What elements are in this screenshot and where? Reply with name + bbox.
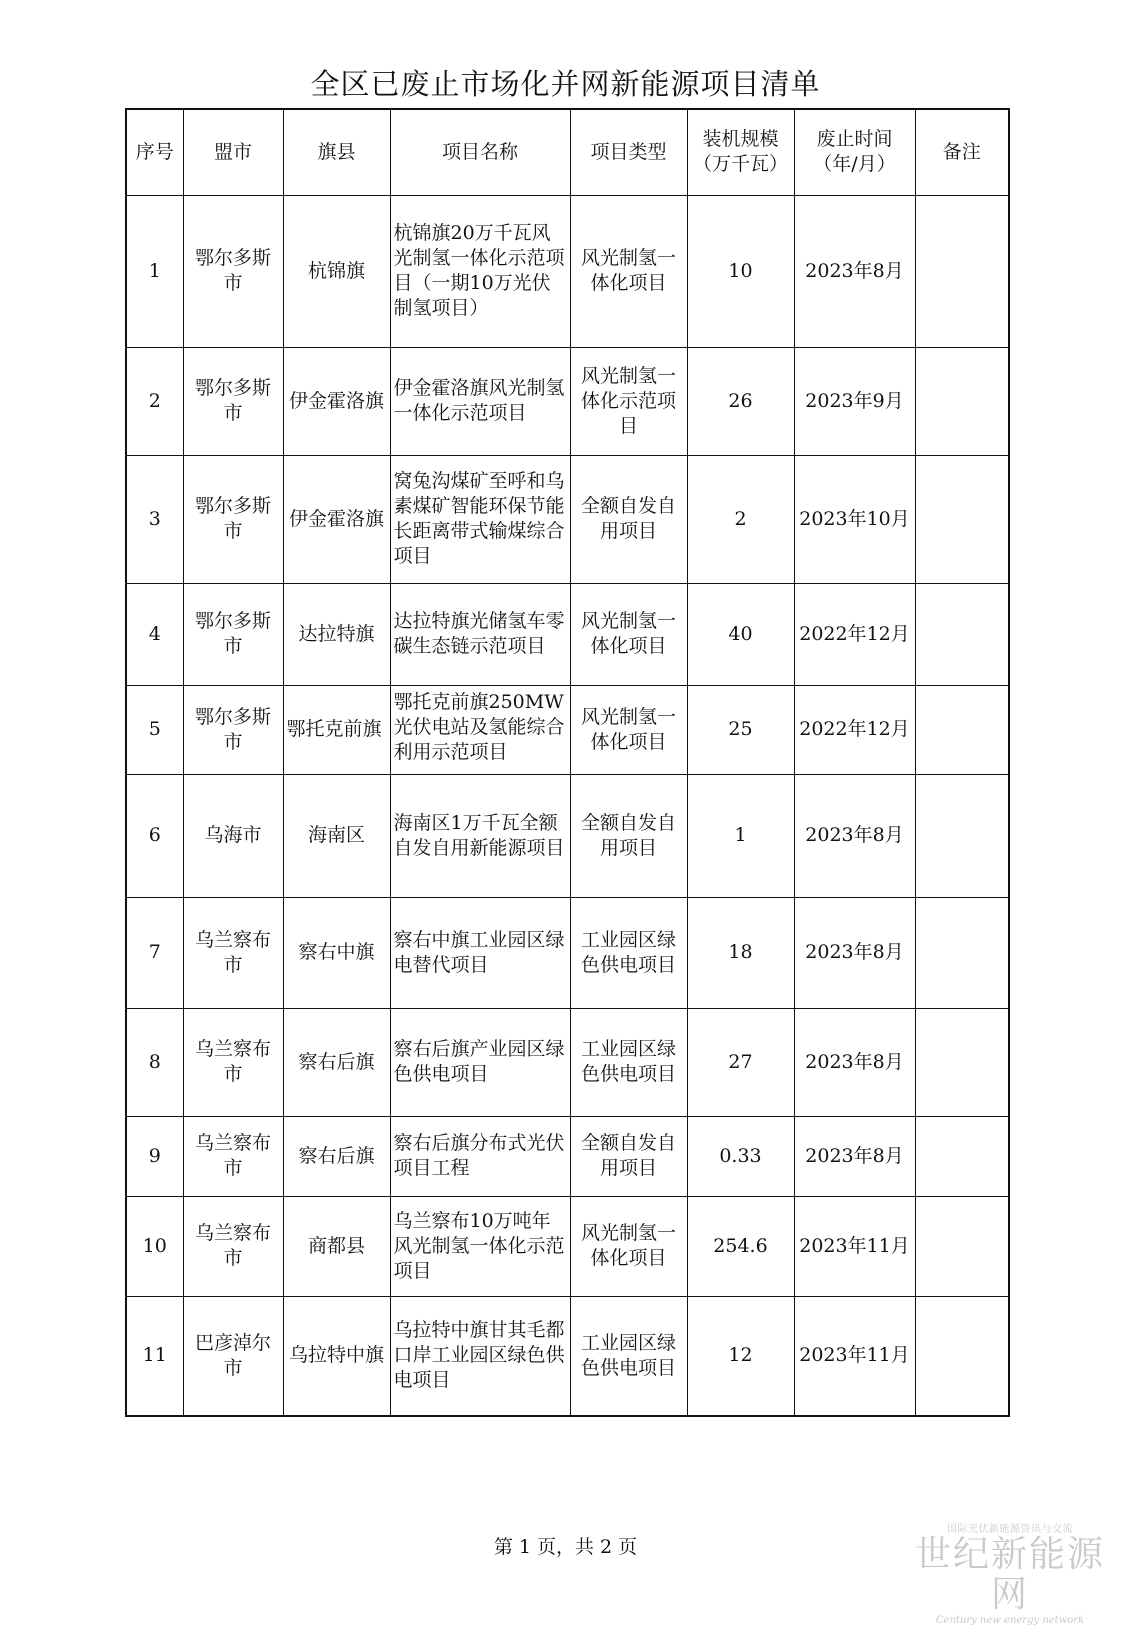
cell-city: 乌海市 [183,774,283,897]
cell-time: 2023年10月 [794,455,915,583]
cell-time: 2023年8月 [794,195,915,347]
cell-capacity: 25 [687,685,794,774]
watermark-subtitle: 国际光伏新能源资讯与交流 [947,1524,1073,1535]
table-header-row [126,109,1009,195]
table-row [126,897,1009,1008]
cell-city: 鄂尔多斯市 [183,685,283,774]
cell-name [390,685,570,774]
cell-capacity: 1 [687,774,794,897]
header-name: 项目名称 [390,109,570,195]
cell-time: 2023年8月 [794,1116,915,1196]
cell-capacity: 26 [687,347,794,455]
cell-capacity: 10 [687,195,794,347]
cell-note [915,347,1009,455]
document-title: 全区已废止市场化并网新能源项目清单 [310,67,821,101]
table-row [126,583,1009,685]
cell-note [915,1296,1009,1416]
cell-type: 风光制氢一体化项目 [570,195,687,347]
cell-name: 杭锦旗20万千瓦风光制氢一体化示范项目（一期10万光伏制氢项目） [390,195,570,347]
table-row [126,195,1009,347]
cell-county: 伊金霍洛旗 [283,455,390,583]
cell-time: 2023年8月 [794,774,915,897]
table-row [126,1116,1009,1196]
cell-no: 6 [126,774,183,897]
cell-no: 9 [126,1116,183,1196]
table-row [126,774,1009,897]
watermark [905,1520,1115,1626]
cell-county: 察右后旗 [283,1116,390,1196]
cell-capacity: 27 [687,1008,794,1116]
watermark-english: Century new energy network [935,1615,1085,1626]
cell-no: 5 [126,685,183,774]
cell-no: 7 [126,897,183,1008]
cell-city: 乌兰察布市 [183,1008,283,1116]
cell-county: 杭锦旗 [283,195,390,347]
cell-type: 风光制氢一体化项目 [570,685,687,774]
cell-note [915,583,1009,685]
cell-city: 鄂尔多斯市 [183,583,283,685]
cell-city: 巴彦淖尔市 [183,1296,283,1416]
cell-type: 工业园区绿色供电项目 [570,897,687,1008]
cell-county: 乌拉特中旗 [283,1296,390,1416]
header-no: 序号 [126,109,183,195]
cell-county: 商都县 [283,1196,390,1296]
cell-name: 察右中旗工业园区绿电替代项目 [390,897,570,1008]
cell-no: 1 [126,195,183,347]
cell-type: 全额自发自用项目 [570,1116,687,1196]
header-time: 废止时间（年/月） [794,109,915,195]
cell-name: 乌拉特中旗甘其毛都口岸工业园区绿色供电项目 [390,1296,570,1416]
cell-name: 察右后旗分布式光伏项目工程 [390,1116,570,1196]
cell-name: 伊金霍洛旗风光制氢一体化示范项目 [390,347,570,455]
header-capacity: 装机规模（万千瓦） [687,109,794,195]
cell-type: 风光制氢一体化示范项目 [570,347,687,455]
table-row [126,685,1009,774]
cell-capacity: 254.6 [687,1196,794,1296]
cell-note [915,1008,1009,1116]
page-footer: 第 1 页，共 2 页 [493,1536,638,1558]
cell-note [915,455,1009,583]
cell-no: 2 [126,347,183,455]
cell-city: 乌兰察布市 [183,897,283,1008]
cell-county: 鄂托克前旗 [283,685,390,774]
cell-no: 8 [126,1008,183,1116]
cell-type: 全额自发自用项目 [570,455,687,583]
cell-note [915,195,1009,347]
cell-capacity: 2 [687,455,794,583]
cell-city: 乌兰察布市 [183,1196,283,1296]
cell-name: 达拉特旗光储氢车零碳生态链示范项目 [390,583,570,685]
cell-time: 2023年8月 [794,897,915,1008]
cell-note [915,685,1009,774]
cell-name: 察右后旗产业园区绿色供电项目 [390,1008,570,1116]
cell-type: 全额自发自用项目 [570,774,687,897]
cell-capacity: 12 [687,1296,794,1416]
cell-no: 11 [126,1296,183,1416]
cell-capacity: 40 [687,583,794,685]
table-row [126,1008,1009,1116]
cell-capacity: 0.33 [687,1116,794,1196]
cell-no: 10 [126,1196,183,1296]
cell-no: 3 [126,455,183,583]
cell-county: 达拉特旗 [283,583,390,685]
cell-type: 风光制氢一体化项目 [570,1196,687,1296]
cell-city: 鄂尔多斯市 [183,195,283,347]
cell-name: 窝兔沟煤矿至呼和乌素煤矿智能环保节能长距离带式输煤综合项目 [390,455,570,583]
project-table [125,108,1010,1417]
cell-city: 乌兰察布市 [183,1116,283,1196]
cell-type: 风光制氢一体化项目 [570,583,687,685]
cell-no: 4 [126,583,183,685]
cell-time: 2022年12月 [794,583,915,685]
header-county: 旗县 [283,109,390,195]
cell-time: 2023年8月 [794,1008,915,1116]
cell-city: 鄂尔多斯市 [183,455,283,583]
cell-county: 伊金霍洛旗 [283,347,390,455]
table-row [126,1196,1009,1296]
header-note: 备注 [915,109,1009,195]
cell-time: 2023年11月 [794,1296,915,1416]
cell-time: 2023年9月 [794,347,915,455]
cell-time: 2022年12月 [794,685,915,774]
header-type: 项目类型 [570,109,687,195]
table-row [126,1296,1009,1416]
table-row [126,347,1009,455]
cell-name: 乌兰察布10万吨年风光制氢一体化示范项目 [390,1196,570,1296]
cell-note [915,1116,1009,1196]
cell-name: 海南区1万千瓦全额自发自用新能源项目 [390,774,570,897]
cell-county: 察右中旗 [283,897,390,1008]
table-row [126,455,1009,583]
watermark-logo-text: 世纪新能源网 [914,1534,1105,1615]
header-city: 盟市 [183,109,283,195]
cell-note [915,897,1009,1008]
cell-city: 鄂尔多斯市 [183,347,283,455]
cell-time: 2023年11月 [794,1196,915,1296]
cell-name-clip: 鄂托克前旗250MW光伏电站及氢能综合利用示范项目 [393,690,565,763]
cell-county: 察右后旗 [283,1008,390,1116]
cell-capacity: 18 [687,897,794,1008]
cell-type: 工业园区绿色供电项目 [570,1008,687,1116]
cell-note [915,1196,1009,1296]
cell-type: 工业园区绿色供电项目 [570,1296,687,1416]
cell-county: 海南区 [283,774,390,897]
cell-note [915,774,1009,897]
